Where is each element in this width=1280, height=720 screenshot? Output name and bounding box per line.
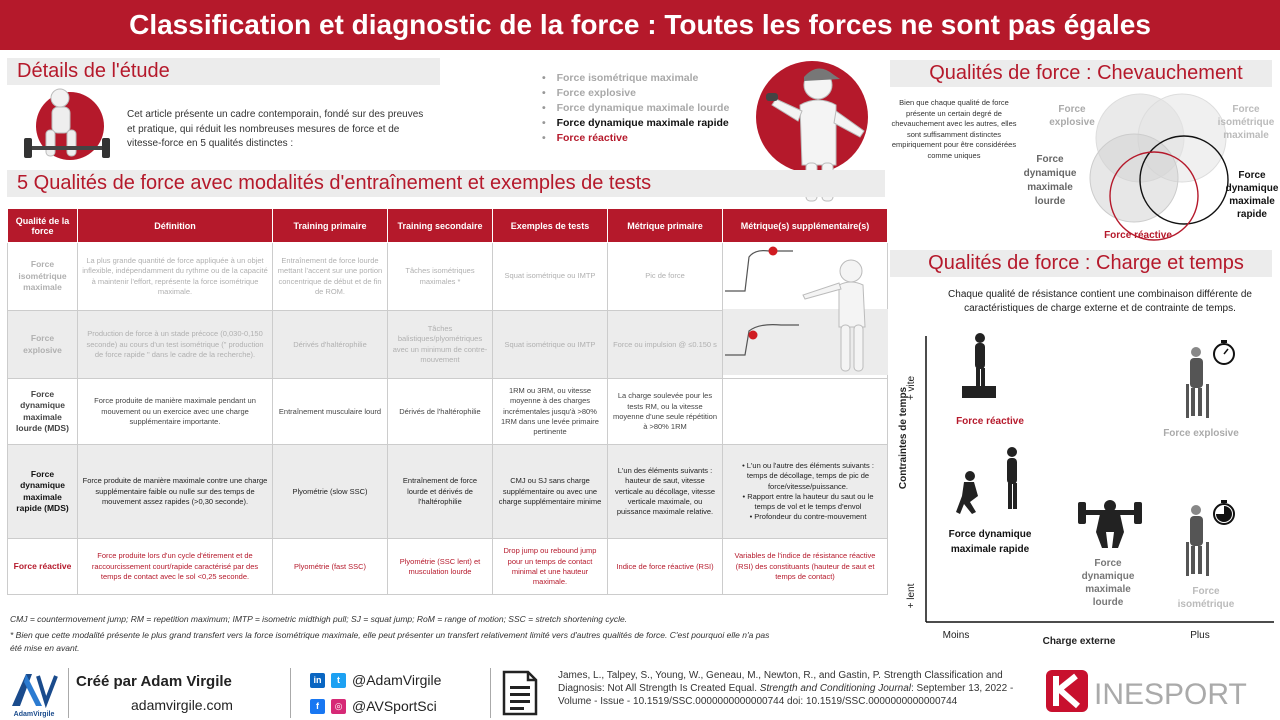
table-header-row — [8, 209, 888, 243]
col-header: Exemples de tests — [493, 209, 608, 243]
definition-cell: Production de force à un stade précoce (0,030-0,150 seconde) au cours d'un test isométrique (" production de force rapide " dans le cadre de la recherche). — [78, 311, 273, 379]
point-label-heavy: dynamique — [1081, 571, 1135, 582]
col-header: Définition — [78, 209, 273, 243]
primary-training-cell: Plyométrie (fast SSC) — [273, 539, 388, 595]
weightlifter-icon — [22, 84, 112, 164]
table-row — [8, 243, 888, 311]
table-row — [8, 539, 888, 595]
svg-text:Forceisométriquemaximale — [1218, 104, 1275, 141]
linkedin-icon[interactable]: in — [310, 673, 325, 688]
primary-training-cell: Entraînement musculaire lourd — [273, 379, 388, 445]
quality-cell: Force dynamique maximale rapide (MDS) — [8, 445, 78, 539]
extra-metric-item: • Profondeur du contre-mouvement — [733, 512, 883, 522]
reference-details: : September 13, 2022 - Volume - Issue - 10.1519/SSC.0000000000000744 doi: 10.1519/SSC.0000000000000744 — [558, 683, 1014, 707]
extra-metric-cell — [723, 379, 888, 445]
venn-label-explosive: Force — [1058, 104, 1086, 115]
tests-cell: CMJ ou SJ sans charge supplémentaire ou avec une charge supplémentaire minime — [493, 445, 608, 539]
kinesport-logo-icon — [1044, 668, 1264, 714]
definition-cell: La plus grande quantité de force appliquée à un objet inflexible, indépendamment du rythme ou de la capacité à maintenir l'effort, représente la force isométrique maximale. — [78, 243, 273, 311]
logo-label: AdamVirgile — [13, 711, 55, 718]
metric-cell: La charge soulevée pour les tests RM, ou la vitesse moyenne d'une seule répétition à >80% 1RM — [608, 379, 723, 445]
load-time-graph — [890, 328, 1280, 654]
quality-cell: Force dynamique maximale lourde (MDS) — [8, 379, 78, 445]
point-label-rapid: maximale rapide — [950, 544, 1030, 555]
study-description: Cet article présente un cadre contemporain, fondé sur des preuves et pratique, qui réduit les nombreuses mesures de force et de vitesse-force en 5 qualités distinctes : — [127, 109, 424, 149]
secondary-training-cell: Tâches balistiques/plyométriques avec un minimum de contre-mouvement — [388, 311, 493, 379]
footer — [0, 664, 1280, 720]
table-heading: 5 Qualités de force avec modalités d'entraînement et exemples de tests — [7, 170, 885, 197]
reference — [558, 669, 1028, 708]
force-curve-illustration — [723, 243, 888, 375]
twitter-icon[interactable]: t — [331, 673, 346, 688]
extra-metric-item: • Rapport entre la hauteur du saut ou le temps de vol et le temps d'envol — [733, 492, 883, 512]
overlap-heading: Qualités de force : Chevauchement — [890, 60, 1272, 87]
secondary-training-cell: Dérivés de l'haltérophilie — [388, 379, 493, 445]
point-label-heavy: lourde — [1092, 597, 1124, 608]
tests-cell: Squat isométrique ou IMTP — [493, 311, 608, 379]
social-row-2 — [310, 698, 437, 714]
social-handle[interactable]: @AdamVirgile — [352, 672, 442, 688]
venn-label-explosive: explosive — [1049, 117, 1095, 128]
reactive-jump-icon — [962, 333, 996, 398]
asterisk-note: * Bien que cette modalité présente le plus grand transfert vers la force isométrique maximale, elle peut présenter un transfert relativement limité vers d'autres qualités de force. C'est pourquoi elle n'a pas été mise en avant. — [10, 629, 770, 653]
website-link[interactable]: adamvirgile.com — [131, 697, 233, 713]
quality-cell: Force réactive — [8, 539, 78, 595]
secondary-training-cell: Entraînement de force lourde et dérivés de l'haltérophilie — [388, 445, 493, 539]
definition-cell: Force produite de manière maximale pendant un mouvement ou un exercice avec une charge supplémentaire importante. — [78, 379, 273, 445]
point-label-explosive: Force explosive — [1163, 428, 1239, 439]
venn-label-rapid: Force — [1238, 170, 1266, 181]
stopwatch-icon — [1214, 340, 1234, 364]
quality-item: • Force dynamique maximale lourde — [556, 102, 729, 114]
definition-cell: Force produite lors d'un cycle d'étirement et de raccourcissement court/rapide caractérisé par des temps de contact avec le sol <0,25 seconde. — [78, 539, 273, 595]
quality-cell: Force explosive — [8, 311, 78, 379]
quality-item: • Force réactive — [556, 132, 729, 144]
overlap-description: Bien que chaque qualité de force présente un certain degré de chevauchement avec les autres, elles sont suffisamment distinctes empiriquement pour être considérées comme uniques — [891, 98, 1017, 160]
quality-item: • Force explosive — [556, 87, 729, 99]
y-axis-high: + vite — [906, 375, 917, 401]
brand-text: INESPORT — [1094, 678, 1247, 711]
squat-jump-icon — [956, 447, 1017, 514]
instagram-icon[interactable]: ◎ — [331, 699, 346, 714]
extra-metric-item: • L'un ou l'autre des éléments suivants : temps de décollage, temps de pic de force/vitesse/puissance. — [733, 461, 883, 491]
tests-cell: Squat isométrique ou IMTP — [493, 243, 608, 311]
document-icon — [500, 670, 540, 716]
point-label-isometric: Force — [1192, 586, 1220, 597]
venn-label-heavy: lourde — [1034, 196, 1066, 207]
force-curve-cell — [723, 243, 888, 379]
qualities-table — [7, 208, 888, 595]
quality-list — [556, 72, 729, 147]
av-logo-icon — [8, 670, 60, 718]
metric-cell: Pic de force — [608, 243, 723, 311]
explosive-figure-icon — [1186, 347, 1209, 418]
svg-text:Forcedynamiquemaximalerapide — [1226, 170, 1279, 220]
secondary-training-cell: Plyométrie (SSC lent) et musculation lourde — [388, 539, 493, 595]
venn-label-isometric: maximale — [1223, 130, 1269, 141]
svg-text:Forcedynamiquemaximalelourde — [1024, 154, 1077, 207]
col-header: Métrique primaire — [608, 209, 723, 243]
definition-cell: Force produite de manière maximale contre une charge supplémentaire faible ou nulle sur des temps de mouvement assez rapides (>0,30 seconde). — [78, 445, 273, 539]
venn-label-heavy: maximale — [1027, 182, 1073, 193]
venn-label-isometric: Force — [1232, 104, 1260, 115]
metric-cell: Force ou impulsion @ ≤0.150 s — [608, 311, 723, 379]
isometric-figure-icon — [1186, 505, 1209, 576]
x-axis-low: Moins — [942, 630, 970, 641]
primary-training-cell: Dérivés d'haltérophilie — [273, 311, 388, 379]
col-header: Training secondaire — [388, 209, 493, 243]
col-header: Métrique(s) supplémentaire(s) — [723, 209, 888, 243]
col-header: Training primaire — [273, 209, 388, 243]
stopwatch-full-icon — [1214, 500, 1234, 524]
social-handle[interactable]: @AVSportSci — [352, 698, 437, 714]
metric-cell: L'un des éléments suivants : hauteur de saut, vitesse verticale au décollage, vitesse verticale maximale, ou puissance maximale relative. — [608, 445, 723, 539]
tests-cell: Drop jump ou rebound jump pour un temps de contact minimal et une hauteur maximale. — [493, 539, 608, 595]
y-axis-low: + lent — [906, 583, 917, 609]
secondary-training-cell: Tâches isométriques maximales * — [388, 243, 493, 311]
venn-label-isometric: isométrique — [1217, 117, 1275, 128]
y-axis-label: Contraintes de temps — [898, 386, 909, 490]
venn-label-rapid: dynamique — [1225, 183, 1279, 194]
svg-text:Force réactive — [1104, 230, 1172, 241]
page-title: Classification et diagnostic de la force : Toutes les forces ne sont pas égales — [0, 0, 1280, 50]
venn-label-reactive: Force réactive — [1104, 230, 1172, 241]
abbreviations-note: CMJ = countermovement jump; RM = repetition maximum; IMTP = isometric midthigh pull; SJ = squat jump; RoM = range of motion; SSC = stretch shortening cycle. — [10, 614, 628, 624]
svg-text:Forceexplosive — [1049, 104, 1095, 128]
primary-training-cell: Plyométrie (slow SSC) — [273, 445, 388, 539]
extra-metric-cell: Variables de l'indice de résistance réactive (RSI) des constituants (hauteur de saut et temps de contact) — [723, 539, 888, 595]
venn-label-heavy: dynamique — [1023, 168, 1077, 179]
reference-authors: James, L., Talpey, S., Young, W., Geneau, M., Newton, R., and Gastin, P. Strength Classification and Diagnosis: Not All Strength Is Created Equal. — [558, 670, 1003, 694]
facebook-icon[interactable]: f — [310, 699, 325, 714]
social-row-1 — [310, 672, 441, 688]
load-time-heading: Qualités de force : Charge et temps — [890, 250, 1272, 277]
heavy-squat-icon — [1078, 500, 1142, 548]
extra-metric-cell — [723, 445, 888, 539]
primary-training-cell: Entraînement de force lourde mettant l'accent sur une portion concentrique de début et de fin de ROM. — [273, 243, 388, 311]
x-axis-high: Plus — [1190, 630, 1210, 641]
quality-cell: Force isométrique maximale — [8, 243, 78, 311]
table-row — [8, 379, 888, 445]
author-credit: Créé par Adam Virgile — [76, 673, 232, 690]
venn-label-rapid: rapide — [1236, 209, 1268, 220]
col-header: Qualité de la force — [8, 209, 78, 243]
metric-cell: Indice de force réactive (RSI) — [608, 539, 723, 595]
x-axis-label: Charge externe — [1042, 636, 1116, 647]
quality-item: • Force isométrique maximale — [556, 72, 729, 84]
venn-diagram — [1020, 90, 1280, 250]
point-label-heavy: Force — [1094, 558, 1122, 569]
table-row — [8, 445, 888, 539]
point-label-heavy: maximale — [1085, 584, 1131, 595]
point-label-rapid: Force dynamique — [948, 529, 1032, 540]
reference-journal: Strength and Conditioning Journal — [759, 683, 911, 694]
venn-label-heavy: Force — [1036, 154, 1064, 165]
venn-label-rapid: maximale — [1229, 196, 1275, 207]
tests-cell: 1RM ou 3RM, ou vitesse moyenne à des charges incrémentales jusqu'à >80% 1RM dans une levée primaire pertinente — [493, 379, 608, 445]
point-label-reactive: Force réactive — [956, 416, 1024, 427]
study-heading: Détails de l'étude — [7, 58, 440, 85]
point-label-isometric: isométrique — [1177, 599, 1235, 610]
footnotes — [10, 613, 770, 657]
quality-item: • Force dynamique maximale rapide — [556, 117, 729, 129]
load-time-description: Chaque qualité de résistance contient une combinaison différente de caractéristiques de charge externe et de contrainte de temps. — [948, 289, 1252, 314]
